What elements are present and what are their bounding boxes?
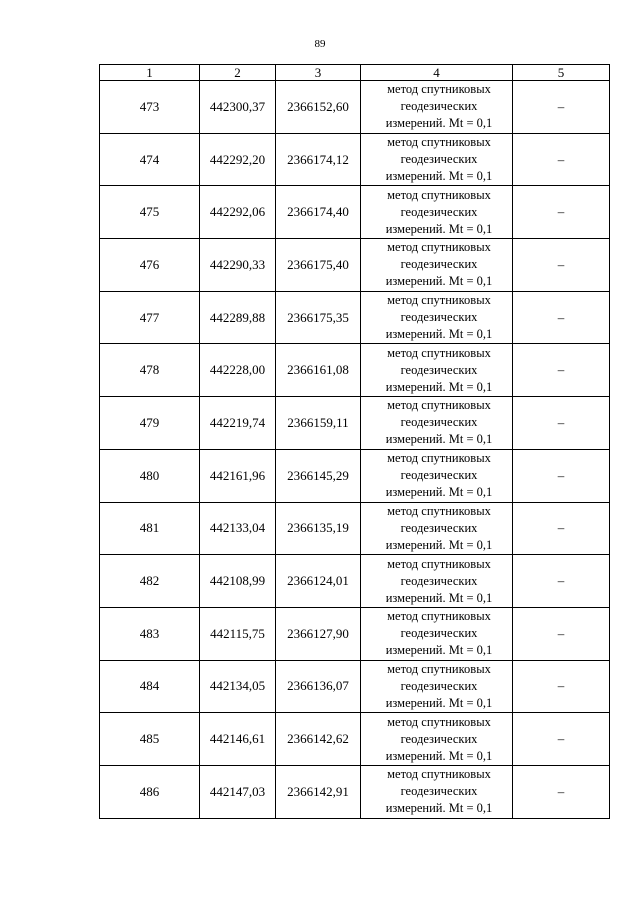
method-cell xyxy=(361,502,513,555)
method-cell xyxy=(361,555,513,608)
y-coordinate-cell: 2366142,91 xyxy=(276,765,361,818)
table-row xyxy=(100,186,610,239)
method-line: измерений. Mt = 0,1 xyxy=(385,116,493,131)
point-number-cell: 476 xyxy=(100,239,200,292)
method-line: метод спутниковых xyxy=(387,293,491,308)
point-number-cell: 477 xyxy=(100,291,200,344)
method-cell xyxy=(361,607,513,660)
column-header: 2 xyxy=(200,65,276,81)
table-header-row xyxy=(100,65,610,81)
method-cell xyxy=(361,239,513,292)
y-coordinate-cell: 2366175,40 xyxy=(276,239,361,292)
table-row xyxy=(100,660,610,713)
table-row xyxy=(100,133,610,186)
y-coordinate-cell: 2366145,29 xyxy=(276,449,361,502)
x-coordinate-cell: 442133,04 xyxy=(200,502,276,555)
method-cell xyxy=(361,81,513,134)
table-row xyxy=(100,291,610,344)
method-line: измерений. Mt = 0,1 xyxy=(385,695,493,710)
column-header: 5 xyxy=(513,65,610,81)
point-number-cell: 475 xyxy=(100,186,200,239)
note-cell: – xyxy=(513,449,610,502)
column-header: 3 xyxy=(276,65,361,81)
y-coordinate-cell: 2366142,62 xyxy=(276,713,361,766)
method-line: метод спутниковых xyxy=(387,240,491,255)
table-row xyxy=(100,344,610,397)
coordinates-table xyxy=(99,64,610,819)
note-cell: – xyxy=(513,502,610,555)
method-cell xyxy=(361,449,513,502)
method-cell xyxy=(361,713,513,766)
y-coordinate-cell: 2366159,11 xyxy=(276,397,361,450)
point-number-cell: 474 xyxy=(100,133,200,186)
table-row xyxy=(100,555,610,608)
column-header: 4 xyxy=(361,65,513,81)
y-coordinate-cell: 2366127,90 xyxy=(276,607,361,660)
method-line: измерений. Mt = 0,1 xyxy=(385,169,493,184)
note-cell: – xyxy=(513,133,610,186)
y-coordinate-cell: 2366152,60 xyxy=(276,81,361,134)
method-line: метод спутниковых xyxy=(387,714,491,729)
note-cell: – xyxy=(513,607,610,660)
method-cell xyxy=(361,397,513,450)
note-cell: – xyxy=(513,713,610,766)
method-line: геодезических xyxy=(400,573,478,588)
method-line: геодезических xyxy=(400,678,478,693)
y-coordinate-cell: 2366161,08 xyxy=(276,344,361,397)
point-number-cell: 482 xyxy=(100,555,200,608)
method-line: геодезических xyxy=(400,626,478,641)
method-cell xyxy=(361,291,513,344)
note-cell: – xyxy=(513,239,610,292)
x-coordinate-cell: 442219,74 xyxy=(200,397,276,450)
method-line: измерений. Mt = 0,1 xyxy=(385,643,493,658)
method-line: измерений. Mt = 0,1 xyxy=(385,327,493,342)
method-cell xyxy=(361,344,513,397)
y-coordinate-cell: 2366136,07 xyxy=(276,660,361,713)
method-line: метод спутниковых xyxy=(387,345,491,360)
method-line: метод спутниковых xyxy=(387,661,491,676)
method-line: геодезических xyxy=(400,152,478,167)
x-coordinate-cell: 442228,00 xyxy=(200,344,276,397)
method-cell xyxy=(361,660,513,713)
method-line: метод спутниковых xyxy=(387,503,491,518)
method-line: метод спутниковых xyxy=(387,767,491,782)
x-coordinate-cell: 442134,05 xyxy=(200,660,276,713)
x-coordinate-cell: 442147,03 xyxy=(200,765,276,818)
method-line: геодезических xyxy=(400,99,478,114)
method-line: измерений. Mt = 0,1 xyxy=(385,274,493,289)
table-row xyxy=(100,397,610,450)
y-coordinate-cell: 2366175,35 xyxy=(276,291,361,344)
method-line: геодезических xyxy=(400,204,478,219)
method-line: геодезических xyxy=(400,415,478,430)
note-cell: – xyxy=(513,660,610,713)
method-cell xyxy=(361,133,513,186)
note-cell: – xyxy=(513,397,610,450)
x-coordinate-cell: 442292,20 xyxy=(200,133,276,186)
note-cell: – xyxy=(513,344,610,397)
x-coordinate-cell: 442289,88 xyxy=(200,291,276,344)
method-line: геодезических xyxy=(400,310,478,325)
method-line: метод спутниковых xyxy=(387,398,491,413)
table-row xyxy=(100,713,610,766)
x-coordinate-cell: 442290,33 xyxy=(200,239,276,292)
method-line: геодезических xyxy=(400,731,478,746)
point-number-cell: 484 xyxy=(100,660,200,713)
point-number-cell: 481 xyxy=(100,502,200,555)
x-coordinate-cell: 442161,96 xyxy=(200,449,276,502)
point-number-cell: 485 xyxy=(100,713,200,766)
point-number-cell: 473 xyxy=(100,81,200,134)
y-coordinate-cell: 2366174,12 xyxy=(276,133,361,186)
method-line: метод спутниковых xyxy=(387,451,491,466)
table-row xyxy=(100,449,610,502)
method-line: геодезических xyxy=(400,257,478,272)
note-cell: – xyxy=(513,186,610,239)
table-row xyxy=(100,607,610,660)
x-coordinate-cell: 442115,75 xyxy=(200,607,276,660)
y-coordinate-cell: 2366124,01 xyxy=(276,555,361,608)
point-number-cell: 486 xyxy=(100,765,200,818)
column-header: 1 xyxy=(100,65,200,81)
note-cell: – xyxy=(513,81,610,134)
method-line: метод спутниковых xyxy=(387,187,491,202)
page-number: 89 xyxy=(314,38,326,50)
x-coordinate-cell: 442146,61 xyxy=(200,713,276,766)
note-cell: – xyxy=(513,291,610,344)
y-coordinate-cell: 2366135,19 xyxy=(276,502,361,555)
method-line: метод спутниковых xyxy=(387,82,491,97)
method-line: измерений. Mt = 0,1 xyxy=(385,432,493,447)
method-line: измерений. Mt = 0,1 xyxy=(385,221,493,236)
note-cell: – xyxy=(513,555,610,608)
method-line: измерений. Mt = 0,1 xyxy=(385,748,493,763)
note-cell: – xyxy=(513,765,610,818)
point-number-cell: 483 xyxy=(100,607,200,660)
table-row xyxy=(100,81,610,134)
method-line: метод спутниковых xyxy=(387,609,491,624)
method-line: измерений. Mt = 0,1 xyxy=(385,537,493,552)
method-line: метод спутниковых xyxy=(387,556,491,571)
x-coordinate-cell: 442108,99 xyxy=(200,555,276,608)
method-line: геодезических xyxy=(400,468,478,483)
table-row xyxy=(100,765,610,818)
point-number-cell: 479 xyxy=(100,397,200,450)
method-line: геодезических xyxy=(400,784,478,799)
method-line: измерений. Mt = 0,1 xyxy=(385,801,493,816)
method-cell xyxy=(361,186,513,239)
x-coordinate-cell: 442300,37 xyxy=(200,81,276,134)
y-coordinate-cell: 2366174,40 xyxy=(276,186,361,239)
method-line: геодезических xyxy=(400,520,478,535)
method-line: измерений. Mt = 0,1 xyxy=(385,485,493,500)
x-coordinate-cell: 442292,06 xyxy=(200,186,276,239)
table-row xyxy=(100,502,610,555)
method-line: метод спутниковых xyxy=(387,135,491,150)
point-number-cell: 478 xyxy=(100,344,200,397)
method-line: геодезических xyxy=(400,362,478,377)
table-row xyxy=(100,239,610,292)
point-number-cell: 480 xyxy=(100,449,200,502)
method-line: измерений. Mt = 0,1 xyxy=(385,379,493,394)
method-line: измерений. Mt = 0,1 xyxy=(385,590,493,605)
method-cell xyxy=(361,765,513,818)
